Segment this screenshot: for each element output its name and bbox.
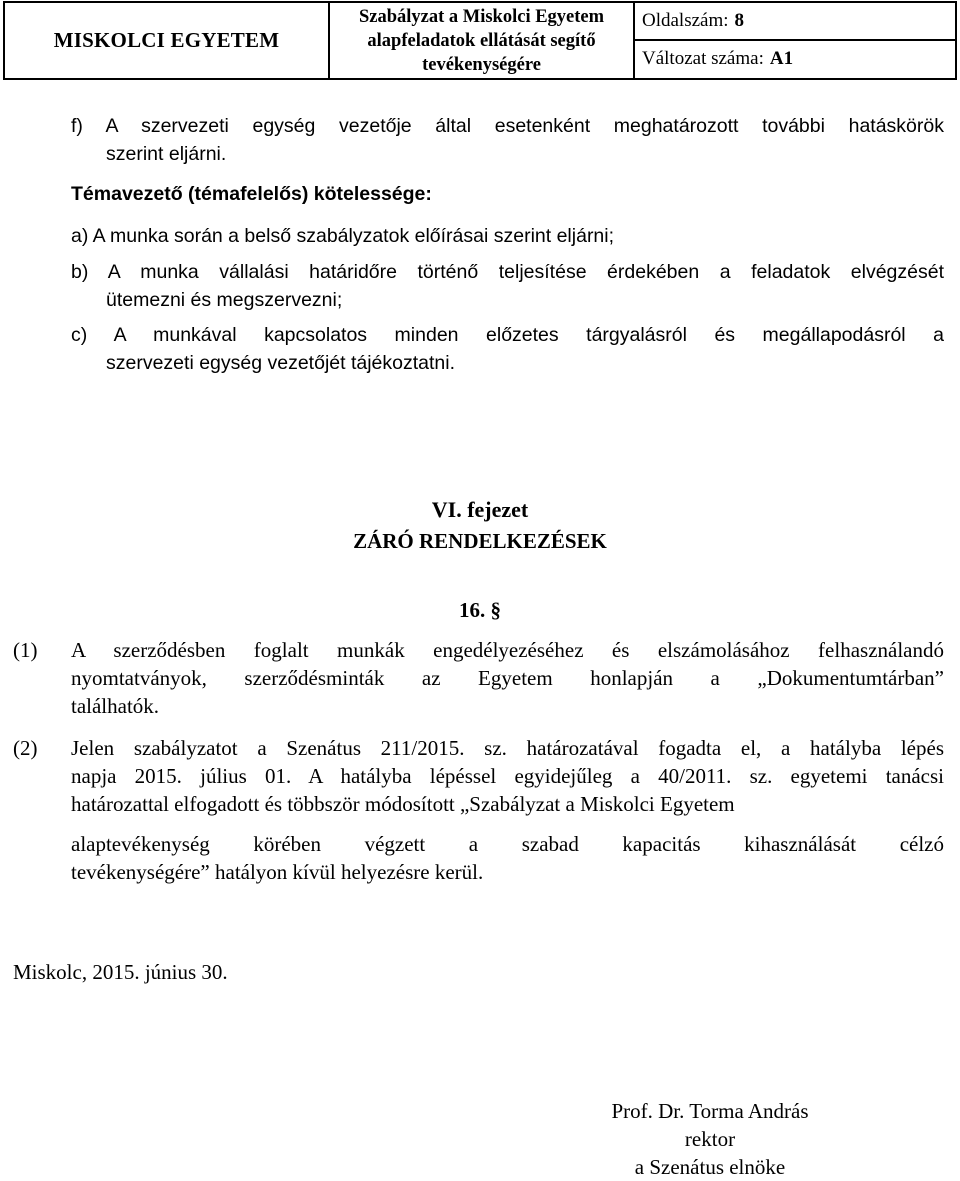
university-name: MISKOLCI EGYETEM bbox=[53, 28, 280, 52]
paragraph-2-cont bbox=[71, 830, 944, 858]
paragraph-2-line2: napja 2015. július 01. A hatályba lépéssel egyidejűleg a 40/2011. sz. egyetemi tanácsi bbox=[71, 764, 944, 788]
chapter-number: VI. fejezet bbox=[431, 497, 529, 522]
page-header bbox=[3, 1, 957, 80]
item-f-line2: szerint eljárni. bbox=[106, 143, 227, 165]
temavezeto-item-c bbox=[71, 321, 944, 349]
section-number: 16. § bbox=[459, 598, 501, 622]
header-university-cell bbox=[5, 3, 330, 78]
paragraph-2-line3: határozattal elfogadott és többször módosított „Szabályzat a Miskolci Egyetem bbox=[71, 792, 735, 816]
paragraph-2-line5: tevékenységére” hatályon kívül helyezésre kerül. bbox=[71, 860, 484, 884]
signer-name: Prof. Dr. Torma András bbox=[611, 1099, 809, 1123]
version-label: Változat száma: bbox=[642, 48, 764, 70]
chapter-title: ZÁRÓ RENDELKEZÉSEK bbox=[353, 529, 607, 553]
item-f bbox=[71, 112, 944, 140]
page-number-label: Oldalszám: bbox=[642, 9, 729, 31]
temavezeto-item-c-line1: c) A munkával kapcsolatos minden előzetes tárgyalásról és megállapodásról a bbox=[71, 324, 944, 346]
temavezeto-item-a: a) A munka során a belső szabályzatok előírásai szerint eljárni; bbox=[71, 225, 615, 247]
temavezeto-heading: Témavezető (témafelelős) kötelessége: bbox=[71, 183, 432, 205]
document-title bbox=[359, 5, 604, 77]
item-f-line1: f) A szervezeti egység vezetője által esetenként meghatározott további hatáskörök bbox=[71, 115, 944, 137]
temavezeto-item-c-line2: szervezeti egység vezetőjét tájékoztatni. bbox=[106, 352, 456, 374]
temavezeto-item-b-line2: ütemezni és megszervezni; bbox=[106, 289, 343, 311]
place-and-date: Miskolc, 2015. június 30. bbox=[13, 960, 228, 984]
temavezeto-item-b-line1: b) A munka vállalási határidőre történő teljesítése érdekében a feladatok elvégzését bbox=[71, 261, 944, 283]
document-title-line1: Szabályzat a Miskolci Egyetem bbox=[358, 6, 605, 27]
paragraph-2-number: (2) bbox=[13, 736, 38, 760]
paragraph-1-number: (1) bbox=[13, 638, 38, 662]
page-number-value: 8 bbox=[734, 9, 745, 31]
paragraph-2-line4: alaptevékenység körében végzett a szabad kapacitás kihasználását célzó bbox=[71, 832, 944, 856]
signer-title: rektor bbox=[684, 1127, 736, 1151]
document-title-line2: alapfeladatok ellátását segítő bbox=[367, 30, 596, 51]
paragraph-1-line1: A szerződésben foglalt munkák engedélyezéséhez és elszámolásához felhasználandó bbox=[71, 638, 944, 662]
version-value: A1 bbox=[769, 48, 794, 70]
paragraph-2-line1: Jelen szabályzatot a Szenátus 211/2015. sz. határozatával fogadta el, a hatályba lépés bbox=[71, 736, 944, 760]
paragraph-2 bbox=[71, 734, 944, 790]
paragraph-1-line3: találhatók. bbox=[71, 694, 160, 718]
paragraph-1-line2: nyomtatványok, szerződésminták az Egyetem honlapján a „Dokumentumtárban” bbox=[71, 666, 944, 690]
header-title-cell bbox=[330, 3, 635, 78]
signer-role: a Szenátus elnöke bbox=[634, 1155, 786, 1179]
page-number-row bbox=[635, 3, 955, 41]
paragraph-1 bbox=[71, 636, 944, 692]
temavezeto-item-b bbox=[71, 258, 944, 286]
version-row bbox=[635, 41, 955, 79]
header-meta-cell bbox=[635, 3, 955, 78]
document-title-line3: tevékenységére bbox=[422, 54, 541, 75]
